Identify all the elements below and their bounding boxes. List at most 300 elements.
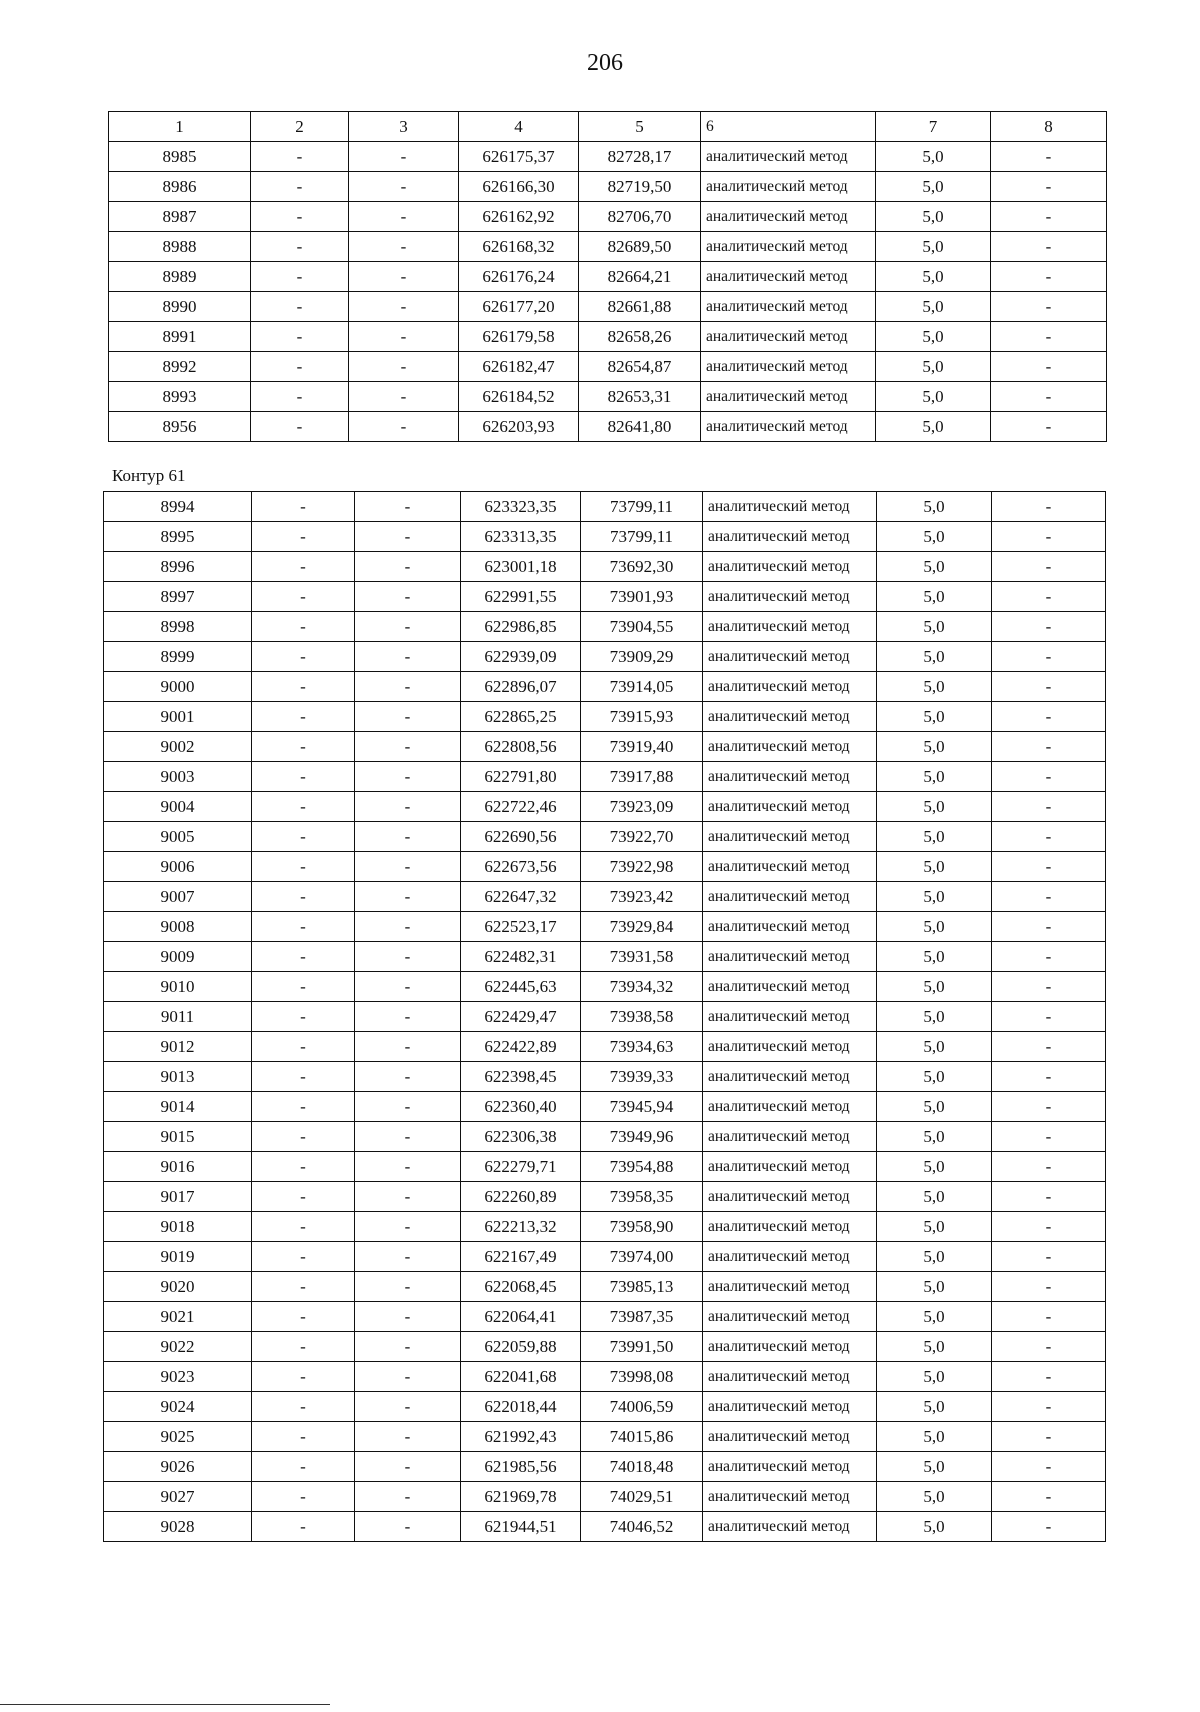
cell-col-3: - <box>355 762 461 792</box>
cell-col-1: 9010 <box>104 972 252 1002</box>
cell-col-4: 622445,63 <box>461 972 581 1002</box>
cell-col-1: 9001 <box>104 702 252 732</box>
table-row <box>104 1242 1106 1272</box>
cell-col-5: 73915,93 <box>581 702 703 732</box>
cell-col-4: 621985,56 <box>461 1452 581 1482</box>
cell-col-2: - <box>251 352 349 382</box>
cell-col-5: 73799,11 <box>581 522 703 552</box>
cell-col-5: 73991,50 <box>581 1332 703 1362</box>
cell-col-5: 74015,86 <box>581 1422 703 1452</box>
cell-col-1: 9026 <box>104 1452 252 1482</box>
cell-col-7: 5,0 <box>876 172 991 202</box>
table-row <box>109 352 1107 382</box>
cell-col-8: - <box>992 1242 1106 1272</box>
cell-col-7: 5,0 <box>876 322 991 352</box>
cell-col-8: - <box>992 1002 1106 1032</box>
cell-col-8: - <box>992 552 1106 582</box>
cell-col-8: - <box>992 1152 1106 1182</box>
cell-col-6: аналитический метод <box>703 762 877 792</box>
cell-col-4: 622865,25 <box>461 702 581 732</box>
cell-col-6: аналитический метод <box>703 1062 877 1092</box>
cell-col-4: 622360,40 <box>461 1092 581 1122</box>
cell-col-8: - <box>992 1032 1106 1062</box>
cell-col-1: 9019 <box>104 1242 252 1272</box>
cell-col-8: - <box>992 582 1106 612</box>
cell-col-3: - <box>355 702 461 732</box>
cell-col-3: - <box>355 642 461 672</box>
cell-col-6: аналитический метод <box>701 172 876 202</box>
cell-col-2: - <box>252 732 355 762</box>
cell-col-7: 5,0 <box>877 1482 992 1512</box>
cell-col-7: 5,0 <box>877 1452 992 1482</box>
cell-col-7: 5,0 <box>877 1152 992 1182</box>
table-row <box>109 232 1107 262</box>
contour-61-label: Контур 61 <box>112 466 186 485</box>
cell-col-2: - <box>252 1212 355 1242</box>
cell-col-6: аналитический метод <box>703 1152 877 1182</box>
table-row <box>104 1422 1106 1452</box>
cell-col-1: 9017 <box>104 1182 252 1212</box>
cell-col-4: 622939,09 <box>461 642 581 672</box>
cell-col-3: - <box>355 1062 461 1092</box>
cell-col-6: аналитический метод <box>703 1422 877 1452</box>
cell-col-2: - <box>251 142 349 172</box>
cell-col-2: 2 <box>251 112 349 142</box>
cell-col-8: - <box>992 1302 1106 1332</box>
table-row <box>109 322 1107 352</box>
cell-col-6: аналитический метод <box>701 202 876 232</box>
cell-col-2: - <box>252 972 355 1002</box>
cell-col-2: - <box>252 672 355 702</box>
cell-col-2: - <box>252 1062 355 1092</box>
cell-col-3: - <box>349 352 459 382</box>
cell-col-1: 9003 <box>104 762 252 792</box>
cell-col-3: - <box>349 202 459 232</box>
cell-col-3: - <box>355 612 461 642</box>
cell-col-3: - <box>355 912 461 942</box>
table-row <box>104 1392 1106 1422</box>
cell-col-2: - <box>251 172 349 202</box>
cell-col-5: 73931,58 <box>581 942 703 972</box>
cell-col-2: - <box>252 1512 355 1542</box>
cell-col-7: 5,0 <box>877 702 992 732</box>
table-row <box>104 882 1106 912</box>
cell-col-2: - <box>252 1092 355 1122</box>
cell-col-8: - <box>992 612 1106 642</box>
cell-col-2: - <box>252 1302 355 1332</box>
cell-col-2: - <box>252 582 355 612</box>
cell-col-5: 73919,40 <box>581 732 703 762</box>
cell-col-5: 73904,55 <box>581 612 703 642</box>
cell-col-3: - <box>355 672 461 702</box>
cell-col-2: - <box>252 1482 355 1512</box>
cell-col-2: - <box>252 1002 355 1032</box>
cell-col-8: - <box>992 702 1106 732</box>
cell-col-2: - <box>252 912 355 942</box>
table-row <box>104 552 1106 582</box>
cell-col-3: 3 <box>349 112 459 142</box>
cell-col-1: 8995 <box>104 522 252 552</box>
cell-col-1: 8985 <box>109 142 251 172</box>
cell-col-8: - <box>992 522 1106 552</box>
cell-col-3: - <box>355 1302 461 1332</box>
cell-col-2: - <box>252 852 355 882</box>
table-row <box>104 1512 1106 1542</box>
cell-col-5: 82654,87 <box>579 352 701 382</box>
cell-col-7: 5,0 <box>877 1002 992 1032</box>
cell-col-4: 623323,35 <box>461 492 581 522</box>
cell-col-2: - <box>251 202 349 232</box>
cell-col-7: 5,0 <box>877 1212 992 1242</box>
cell-col-5: 73958,35 <box>581 1182 703 1212</box>
cell-col-2: - <box>252 642 355 672</box>
cell-col-6: аналитический метод <box>703 1212 877 1242</box>
cell-col-3: - <box>355 1152 461 1182</box>
cell-col-8: - <box>992 732 1106 762</box>
cell-col-7: 5,0 <box>877 732 992 762</box>
cell-col-1: 1 <box>109 112 251 142</box>
cell-col-1: 8987 <box>109 202 251 232</box>
cell-col-6: аналитический метод <box>703 1302 877 1332</box>
cell-col-7: 5,0 <box>877 1092 992 1122</box>
cell-col-6: аналитический метод <box>701 232 876 262</box>
cell-col-1: 9024 <box>104 1392 252 1422</box>
cell-col-5: 73923,42 <box>581 882 703 912</box>
cell-col-1: 9012 <box>104 1032 252 1062</box>
cell-col-3: - <box>349 262 459 292</box>
cell-col-2: - <box>252 612 355 642</box>
cell-col-8: - <box>992 942 1106 972</box>
page-number: 206 <box>587 50 623 76</box>
cell-col-6: аналитический метод <box>703 942 877 972</box>
cell-col-7: 5,0 <box>877 1122 992 1152</box>
cell-col-7: 5,0 <box>877 762 992 792</box>
cell-col-3: - <box>355 882 461 912</box>
cell-col-8: - <box>992 492 1106 522</box>
cell-col-5: 82706,70 <box>579 202 701 232</box>
cell-col-4: 622422,89 <box>461 1032 581 1062</box>
table-row <box>104 732 1106 762</box>
cell-col-2: - <box>252 792 355 822</box>
cell-col-6: 6 <box>701 112 876 142</box>
cell-col-1: 8989 <box>109 262 251 292</box>
cell-col-3: - <box>355 1482 461 1512</box>
cell-col-6: аналитический метод <box>701 352 876 382</box>
cell-col-8: - <box>992 1512 1106 1542</box>
cell-col-4: 622068,45 <box>461 1272 581 1302</box>
cell-col-2: - <box>252 702 355 732</box>
cell-col-8: - <box>991 172 1107 202</box>
cell-col-6: аналитический метод <box>701 382 876 412</box>
cell-col-3: - <box>355 732 461 762</box>
cell-col-2: - <box>252 552 355 582</box>
table-row <box>104 1482 1106 1512</box>
cell-col-4: 622059,88 <box>461 1332 581 1362</box>
cell-col-4: 622306,38 <box>461 1122 581 1152</box>
cell-col-4: 622722,46 <box>461 792 581 822</box>
cell-col-4: 626168,32 <box>459 232 579 262</box>
cell-col-2: - <box>251 232 349 262</box>
cell-col-8: - <box>992 822 1106 852</box>
cell-col-5: 73954,88 <box>581 1152 703 1182</box>
cell-col-4: 626184,52 <box>459 382 579 412</box>
cell-col-4: 623001,18 <box>461 552 581 582</box>
cell-col-1: 9018 <box>104 1212 252 1242</box>
cell-col-1: 9011 <box>104 1002 252 1032</box>
cell-col-6: аналитический метод <box>701 142 876 172</box>
cell-col-7: 5,0 <box>877 942 992 972</box>
cell-col-8: - <box>992 672 1106 702</box>
cell-col-5: 73929,84 <box>581 912 703 942</box>
cell-col-7: 5,0 <box>877 1062 992 1092</box>
cell-col-5: 73949,96 <box>581 1122 703 1152</box>
cell-col-7: 5,0 <box>876 292 991 322</box>
cell-col-5: 73923,09 <box>581 792 703 822</box>
cell-col-8: - <box>992 1212 1106 1242</box>
coordinates-table-contour-61 <box>103 491 1106 1542</box>
cell-col-4: 626177,20 <box>459 292 579 322</box>
cell-col-7: 5,0 <box>877 672 992 702</box>
cell-col-3: - <box>355 1032 461 1062</box>
cell-col-1: 9016 <box>104 1152 252 1182</box>
cell-col-8: - <box>992 1332 1106 1362</box>
cell-col-6: аналитический метод <box>701 322 876 352</box>
cell-col-4: 623313,35 <box>461 522 581 552</box>
table-row <box>104 1452 1106 1482</box>
cell-col-5: 82689,50 <box>579 232 701 262</box>
table-row <box>109 142 1107 172</box>
table-row <box>109 292 1107 322</box>
cell-col-2: - <box>252 1332 355 1362</box>
cell-col-4: 626175,37 <box>459 142 579 172</box>
cell-col-1: 8998 <box>104 612 252 642</box>
cell-col-2: - <box>251 412 349 442</box>
table-row <box>104 792 1106 822</box>
cell-col-1: 8992 <box>109 352 251 382</box>
cell-col-6: аналитический метод <box>703 1512 877 1542</box>
cell-col-3: - <box>349 142 459 172</box>
cell-col-8: - <box>991 292 1107 322</box>
coordinates-table-top <box>108 111 1107 442</box>
cell-col-4: 622986,85 <box>461 612 581 642</box>
cell-col-5: 73934,32 <box>581 972 703 1002</box>
cell-col-1: 9014 <box>104 1092 252 1122</box>
cell-col-6: аналитический метод <box>703 822 877 852</box>
cell-col-6: аналитический метод <box>703 972 877 1002</box>
cell-col-7: 5,0 <box>877 822 992 852</box>
cell-col-1: 9022 <box>104 1332 252 1362</box>
cell-col-1: 9023 <box>104 1362 252 1392</box>
cell-col-5: 73917,88 <box>581 762 703 792</box>
cell-col-1: 9006 <box>104 852 252 882</box>
cell-col-4: 622213,32 <box>461 1212 581 1242</box>
cell-col-2: - <box>252 1452 355 1482</box>
cell-col-5: 73987,35 <box>581 1302 703 1332</box>
cell-col-2: - <box>252 1152 355 1182</box>
cell-col-8: - <box>992 1122 1106 1152</box>
cell-col-7: 5,0 <box>877 972 992 1002</box>
cell-col-7: 5,0 <box>876 412 991 442</box>
cell-col-5: 73922,98 <box>581 852 703 882</box>
table-row <box>104 1182 1106 1212</box>
cell-col-8: - <box>992 1182 1106 1212</box>
cell-col-1: 9015 <box>104 1122 252 1152</box>
cell-col-7: 5,0 <box>877 1182 992 1212</box>
cell-col-4: 621969,78 <box>461 1482 581 1512</box>
cell-col-7: 5,0 <box>877 792 992 822</box>
cell-col-5: 73958,90 <box>581 1212 703 1242</box>
cell-col-1: 9013 <box>104 1062 252 1092</box>
cell-col-8: - <box>992 912 1106 942</box>
cell-col-7: 5,0 <box>877 492 992 522</box>
table-row <box>104 972 1106 1002</box>
cell-col-4: 622064,41 <box>461 1302 581 1332</box>
table-row <box>104 852 1106 882</box>
table-row <box>104 1332 1106 1362</box>
table-row <box>104 492 1106 522</box>
cell-col-6: аналитический метод <box>703 1332 877 1362</box>
cell-col-7: 5,0 <box>876 142 991 172</box>
cell-col-1: 9008 <box>104 912 252 942</box>
cell-col-3: - <box>355 1122 461 1152</box>
cell-col-5: 73985,13 <box>581 1272 703 1302</box>
table-row <box>104 1212 1106 1242</box>
cell-col-1: 9009 <box>104 942 252 972</box>
cell-col-5: 73901,93 <box>581 582 703 612</box>
cell-col-1: 8994 <box>104 492 252 522</box>
cell-col-5: 73945,94 <box>581 1092 703 1122</box>
cell-col-1: 8996 <box>104 552 252 582</box>
cell-col-5: 74006,59 <box>581 1392 703 1422</box>
cell-col-2: - <box>252 522 355 552</box>
cell-col-4: 626176,24 <box>459 262 579 292</box>
table-row <box>104 1002 1106 1032</box>
cell-col-3: - <box>355 1272 461 1302</box>
cell-col-2: - <box>252 882 355 912</box>
table-row <box>104 612 1106 642</box>
cell-col-7: 5,0 <box>877 1362 992 1392</box>
cell-col-2: - <box>251 262 349 292</box>
cell-col-3: - <box>355 822 461 852</box>
cell-col-3: - <box>355 492 461 522</box>
cell-col-1: 9004 <box>104 792 252 822</box>
cell-col-4: 622279,71 <box>461 1152 581 1182</box>
cell-col-8: - <box>992 1422 1106 1452</box>
cell-col-3: - <box>355 1002 461 1032</box>
cell-col-8: - <box>992 1272 1106 1302</box>
cell-col-6: аналитический метод <box>701 292 876 322</box>
cell-col-8: - <box>991 202 1107 232</box>
cell-col-7: 7 <box>876 112 991 142</box>
cell-col-7: 5,0 <box>877 612 992 642</box>
cell-col-2: - <box>252 762 355 792</box>
cell-col-2: - <box>251 322 349 352</box>
cell-col-4: 621944,51 <box>461 1512 581 1542</box>
cell-col-6: аналитический метод <box>703 1002 877 1032</box>
cell-col-7: 5,0 <box>877 582 992 612</box>
cell-col-6: аналитический метод <box>703 1182 877 1212</box>
cell-col-1: 9025 <box>104 1422 252 1452</box>
cell-col-2: - <box>252 1182 355 1212</box>
cell-col-6: аналитический метод <box>703 582 877 612</box>
cell-col-8: - <box>992 642 1106 672</box>
cell-col-4: 622260,89 <box>461 1182 581 1212</box>
cell-col-5: 73909,29 <box>581 642 703 672</box>
cell-col-7: 5,0 <box>877 1272 992 1302</box>
cell-col-6: аналитический метод <box>703 852 877 882</box>
cell-col-2: - <box>252 1272 355 1302</box>
cell-col-8: - <box>992 1392 1106 1422</box>
cell-col-3: - <box>355 1512 461 1542</box>
cell-col-6: аналитический метод <box>703 882 877 912</box>
cell-col-5: 82719,50 <box>579 172 701 202</box>
cell-col-7: 5,0 <box>877 1332 992 1362</box>
cell-col-6: аналитический метод <box>703 732 877 762</box>
cell-col-4: 622167,49 <box>461 1242 581 1272</box>
cell-col-7: 5,0 <box>876 202 991 232</box>
cell-col-7: 5,0 <box>876 232 991 262</box>
table-row <box>104 1272 1106 1302</box>
table-row <box>104 1302 1106 1332</box>
cell-col-3: - <box>349 412 459 442</box>
cell-col-6: аналитический метод <box>703 702 877 732</box>
cell-col-8: - <box>992 1092 1106 1122</box>
table-row <box>104 912 1106 942</box>
cell-col-4: 622482,31 <box>461 942 581 972</box>
cell-col-4: 622429,47 <box>461 1002 581 1032</box>
cell-col-1: 8993 <box>109 382 251 412</box>
cell-col-3: - <box>355 1092 461 1122</box>
cell-col-6: аналитический метод <box>703 792 877 822</box>
cell-col-2: - <box>252 1422 355 1452</box>
cell-col-6: аналитический метод <box>703 522 877 552</box>
cell-col-8: - <box>992 972 1106 1002</box>
cell-col-4: 622041,68 <box>461 1362 581 1392</box>
table-row <box>109 412 1107 442</box>
cell-col-1: 9027 <box>104 1482 252 1512</box>
cell-col-2: - <box>251 382 349 412</box>
cell-col-5: 73914,05 <box>581 672 703 702</box>
cell-col-3: - <box>349 322 459 352</box>
table-row <box>104 1122 1106 1152</box>
cell-col-2: - <box>252 1362 355 1392</box>
table-row <box>104 672 1106 702</box>
cell-col-7: 5,0 <box>877 1302 992 1332</box>
cell-col-4: 626203,93 <box>459 412 579 442</box>
cell-col-1: 8986 <box>109 172 251 202</box>
cell-col-4: 626162,92 <box>459 202 579 232</box>
cell-col-5: 82641,80 <box>579 412 701 442</box>
cell-col-2: - <box>252 1122 355 1152</box>
cell-col-6: аналитический метод <box>703 1392 877 1422</box>
cell-col-7: 5,0 <box>877 882 992 912</box>
cell-col-1: 9028 <box>104 1512 252 1542</box>
cell-col-6: аналитический метод <box>703 1452 877 1482</box>
table-row <box>104 1062 1106 1092</box>
cell-col-3: - <box>355 1392 461 1422</box>
cell-col-1: 9000 <box>104 672 252 702</box>
cell-col-6: аналитический метод <box>703 1032 877 1062</box>
cell-col-8: - <box>991 352 1107 382</box>
header-row <box>109 112 1107 142</box>
cell-col-3: - <box>349 382 459 412</box>
cell-col-4: 622673,56 <box>461 852 581 882</box>
cell-col-5: 73692,30 <box>581 552 703 582</box>
cell-col-7: 5,0 <box>877 1032 992 1062</box>
table-row <box>104 522 1106 552</box>
cell-col-5: 82728,17 <box>579 142 701 172</box>
table-row <box>109 202 1107 232</box>
